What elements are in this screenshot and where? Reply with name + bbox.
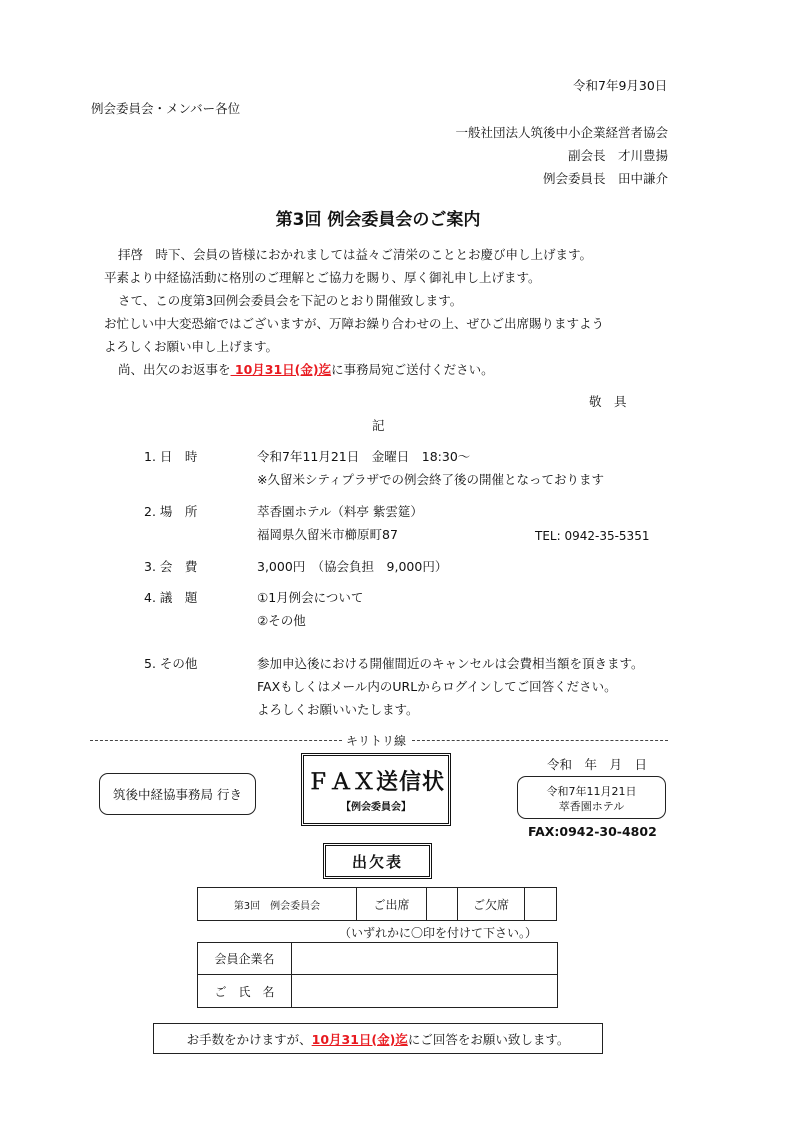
closing-keigu: 敬 具 <box>589 394 627 409</box>
company-label: 会員企業名 <box>197 942 292 975</box>
cut-line-label: キリトリ線 <box>346 734 407 748</box>
attendance-title-box <box>323 843 432 879</box>
item-venue-label: 2. 場 所 <box>144 504 198 519</box>
item-other-2: FAXもしくはメール内のURLからログインしてご回答ください。 <box>257 679 617 694</box>
absent-mark-box[interactable] <box>524 887 557 921</box>
item-datetime-note: ※久留米シティプラザでの例会終了後の開催となっております <box>257 472 604 487</box>
fax-to: 筑後中経協事務局 行き <box>113 787 242 802</box>
meeting-place: 萃香園ホテル <box>558 800 625 813</box>
item-fee-label: 3. 会 費 <box>144 559 198 574</box>
footer-text <box>187 1030 570 1048</box>
ki-mark: 記 <box>372 418 385 433</box>
body-line-6 <box>118 360 494 378</box>
item-agenda-label: 4. 議 題 <box>144 590 198 605</box>
footer-post: にご回答をお願い致します。 <box>407 1031 570 1047</box>
attend-mark-box[interactable] <box>426 887 458 921</box>
footer-pre: お手数をかけますが、 <box>186 1031 312 1047</box>
document-date: 令和7年9月30日 <box>573 78 668 93</box>
item-venue-tel: TEL: 0942-35-5351 <box>535 529 650 543</box>
absent-option[interactable]: ご欠席 <box>457 887 525 921</box>
attendance-row-label: 第3回 例会委員会 <box>197 887 357 921</box>
item-agenda-2: ②その他 <box>257 613 306 628</box>
page-title: 第3回 例会委員会のご案内 <box>275 210 481 230</box>
reply-destination: に事務局宛ご送付ください。 <box>331 362 494 377</box>
item-other-3: よろしくお願いいたします。 <box>257 702 419 717</box>
item-agenda-1: ①1月例会について <box>257 590 364 605</box>
fax-subheading: 【例会委員会】 <box>341 802 411 813</box>
company-field[interactable] <box>291 942 558 975</box>
sender-vice-president: 副会長 才川豊揚 <box>567 148 668 163</box>
meeting-info-box <box>517 776 666 819</box>
body-line-4: お忙しい中大変恐縮ではございますが、万障お繰り合わせの上、ぜひご出席賜りますよう <box>104 316 605 331</box>
cut-line-right <box>412 740 668 741</box>
item-venue-address: 福岡県久留米市櫛原町87 <box>257 527 398 542</box>
item-fee-value: 3,000円 （協会負担 9,000円） <box>257 559 448 574</box>
fax-to-box <box>99 773 256 815</box>
item-datetime-value: 令和7年11月21日 金曜日 18:30～ <box>257 449 471 464</box>
recipient: 例会委員会・メンバー各位 <box>91 101 241 116</box>
body-line-3: さて、この度第3回例会委員会を下記のとおり開催致します。 <box>118 293 463 308</box>
attendance-title: 出欠表 <box>351 852 403 871</box>
reply-request: 尚、出欠のお返事を <box>118 362 231 377</box>
body-line-1: 拝啓 時下、会員の皆様におかれましては益々ご清栄のこととお慶び申し上げます。 <box>118 247 593 262</box>
item-other-1: 参加申込後における開催間近のキャンセルは会費相当額を頂きます。 <box>257 656 644 671</box>
item-venue-value: 萃香園ホテル（料亭 紫雲筵） <box>257 504 423 519</box>
fax-number: FAX:0942-30-4802 <box>528 824 657 839</box>
footer-box <box>153 1023 603 1054</box>
item-datetime-label: 1. 日 時 <box>144 449 198 464</box>
attend-option[interactable]: ご出席 <box>356 887 427 921</box>
body-line-2: 平素より中経協活動に格別のご理解とご協力を賜り、厚く御礼申し上げます。 <box>104 270 541 285</box>
sender-organization: 一般社団法人筑後中小企業経営者協会 <box>455 125 668 140</box>
attendance-instruction: （いずれかに〇印を付けて下さい。） <box>339 926 538 940</box>
sender-chair: 例会委員長 田中謙介 <box>542 171 668 186</box>
cut-line-left <box>90 740 342 741</box>
fax-heading: ＦＡＸ送信状 <box>306 770 445 795</box>
meeting-date: 令和7年11月21日 <box>546 785 637 798</box>
footer-deadline: 10月31日(金)迄 <box>311 1031 408 1047</box>
name-field[interactable] <box>291 974 558 1008</box>
reply-deadline: 10月31日(金)迄 <box>230 362 332 377</box>
name-label: ご 氏 名 <box>197 974 292 1008</box>
fax-heading-box <box>301 753 451 826</box>
body-line-5: よろしくお願い申し上げます。 <box>104 339 279 354</box>
fax-date-blank: 令和 年 月 日 <box>547 757 648 772</box>
item-other-label: 5. その他 <box>144 656 198 671</box>
